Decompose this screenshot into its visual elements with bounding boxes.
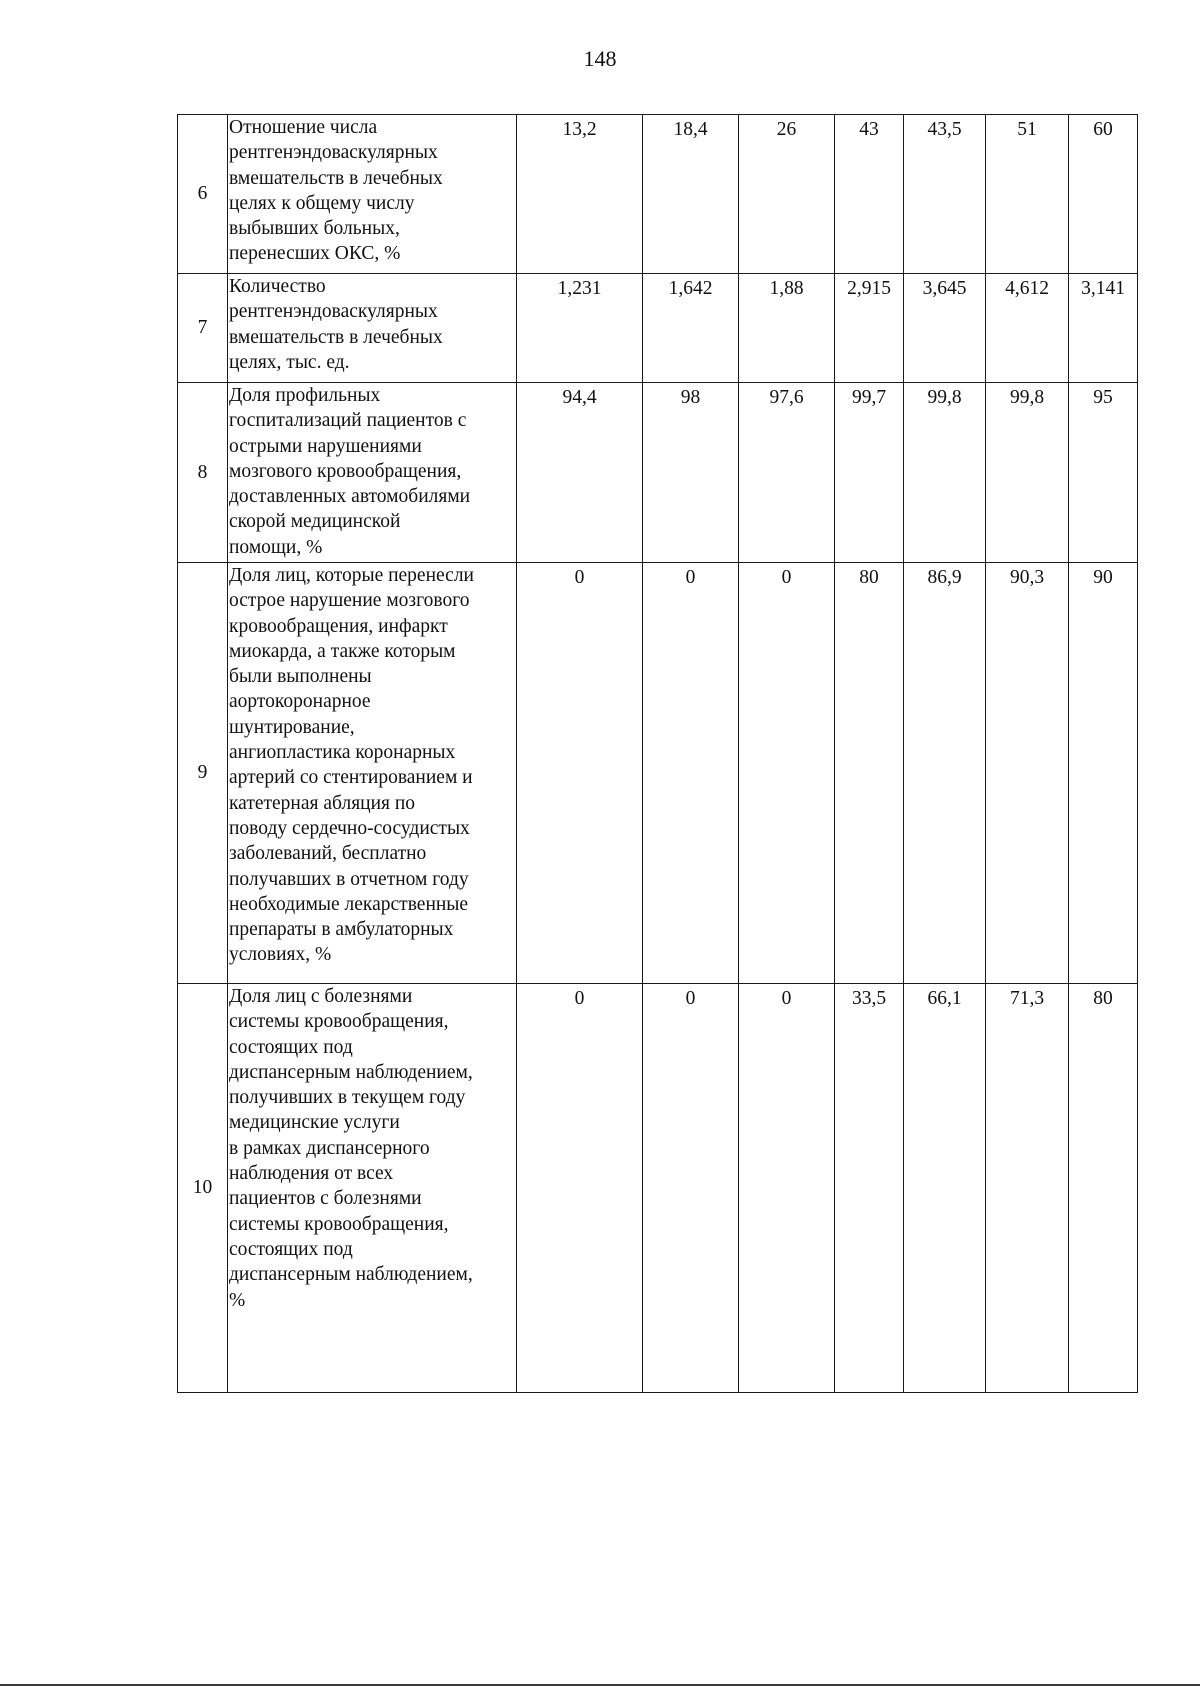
indicator-name-line: шунтирование, [229,716,355,738]
value-cell: 80 [835,563,904,984]
indicator-name-line: системы кровообращения, [229,1011,449,1033]
indicator-name-cell [228,115,517,274]
value-cell: 51 [986,115,1069,274]
value-cell: 3,645 [904,274,986,383]
indicator-name-line: вмешательств в лечебных [229,326,443,348]
value-cell: 26 [739,115,835,274]
value-cell: 60 [1069,115,1138,274]
value-cell: 0 [517,984,643,1393]
row-number-cell: 8 [178,383,228,563]
indicator-name-line: Доля лиц с болезнями [229,986,413,1007]
indicator-name-line: миокарда, а также которым [229,640,456,662]
value-cell: 90 [1069,563,1138,984]
indicator-name-line: целях к общему числу [229,192,415,214]
value-cell: 86,9 [904,563,986,984]
value-cell: 0 [643,984,739,1393]
indicator-name-line: острыми нарушениями [229,435,422,457]
indicator-name-cell [228,563,517,984]
indicator-name-line: условиях, % [229,944,332,966]
indicator-name-line: перенесших ОКС, % [229,243,401,265]
indicator-name-line: Доля лиц, которые перенесли [229,565,474,586]
indicator-name-line: состоящих под [229,1238,353,1260]
value-cell: 0 [739,563,835,984]
indicator-name-line: кровообращения, инфаркт [229,615,448,637]
indicator-name-line: вмешательств в лечебных [229,167,443,189]
value-cell: 80 [1069,984,1138,1393]
value-cell: 94,4 [517,383,643,563]
value-cell: 43 [835,115,904,274]
table-row [178,563,1138,984]
indicator-name-line: препараты в амбулаторных [229,919,454,941]
indicator-name-cell [228,274,517,383]
value-cell: 1,231 [517,274,643,383]
indicator-name-line: аортокоронарное [229,691,371,713]
indicator-name-line: системы кровообращения, [229,1213,449,1235]
value-cell: 18,4 [643,115,739,274]
indicator-name-line: диспансерным наблюдением, [229,1264,473,1286]
indicator-name-line: госпитализаций пациентов с [229,410,467,432]
indicator-name-line: целях, тыс. ед. [229,351,350,373]
value-cell: 33,5 [835,984,904,1393]
value-cell: 99,8 [904,383,986,563]
indicator-name-line: доставленных автомобилями [229,486,471,508]
indicator-name-line: артерий со стентированием и [229,767,473,789]
indicator-name-line: ангиопластика коронарных [229,742,456,764]
indicator-name-line: Доля профильных [229,385,381,406]
value-cell: 1,642 [643,274,739,383]
indicator-name-line: в рамках диспансерного [229,1137,430,1159]
indicator-name-line: мозгового кровообращения, [229,460,462,482]
indicator-name-line: помощи, % [229,536,323,558]
value-cell: 43,5 [904,115,986,274]
value-cell: 3,141 [1069,274,1138,383]
row-number-cell: 7 [178,274,228,383]
value-cell: 71,3 [986,984,1069,1393]
indicator-name-line: состоящих под [229,1036,353,1058]
indicator-name-line: медицинские услуги [229,1112,400,1134]
row-number-cell: 6 [178,115,228,274]
page-number: 148 [583,46,617,71]
indicator-name-line: выбывших больных, [229,218,400,240]
row-number-cell: 9 [178,563,228,984]
indicator-name-line: поводу сердечно-сосудистых [229,817,470,839]
value-cell: 90,3 [986,563,1069,984]
indicators-table [177,114,1138,1393]
indicator-name-line: пациентов с болезнями [229,1188,422,1210]
value-cell: 1,88 [739,274,835,383]
indicator-name-line: наблюдения от всех [229,1163,394,1185]
indicator-name-line: катетерная абляция по [229,792,416,814]
indicator-name-line: заболеваний, бесплатно [229,843,427,865]
value-cell: 0 [643,563,739,984]
row-number-cell: 10 [178,984,228,1393]
value-cell: 99,7 [835,383,904,563]
value-cell: 13,2 [517,115,643,274]
value-cell: 0 [739,984,835,1393]
value-cell: 4,612 [986,274,1069,383]
table-row [178,984,1138,1393]
indicator-name-line: скорой медицинской [229,511,401,533]
indicator-name-line: получивших в текущем году [229,1087,466,1109]
value-cell: 2,915 [835,274,904,383]
indicator-name-cell [228,383,517,563]
indicator-name-line: получавших в отчетном году [229,868,469,890]
value-cell: 95 [1069,383,1138,563]
table-row [178,274,1138,383]
value-cell: 98 [643,383,739,563]
table-row [178,383,1138,563]
indicator-name-line: рентгенэндоваскулярных [229,142,438,164]
indicator-name-line: необходимые лекарственные [229,893,469,915]
table-body [178,115,1138,1393]
indicator-name-line: рентгенэндоваскулярных [229,301,438,323]
indicator-name-cell [228,984,517,1393]
value-cell: 66,1 [904,984,986,1393]
value-cell: 0 [517,563,643,984]
indicator-name-line: острое нарушение мозгового [229,590,470,612]
indicator-name-line: % [229,1289,246,1311]
table-row [178,115,1138,274]
indicator-name-line: Отношение числа [229,117,378,138]
value-cell: 99,8 [986,383,1069,563]
indicator-name-line: были выполнены [229,666,372,688]
indicator-name-line: Количество [229,276,326,297]
indicator-name-line: диспансерным наблюдением, [229,1061,473,1083]
value-cell: 97,6 [739,383,835,563]
page-bottom-edge [0,1684,1200,1686]
